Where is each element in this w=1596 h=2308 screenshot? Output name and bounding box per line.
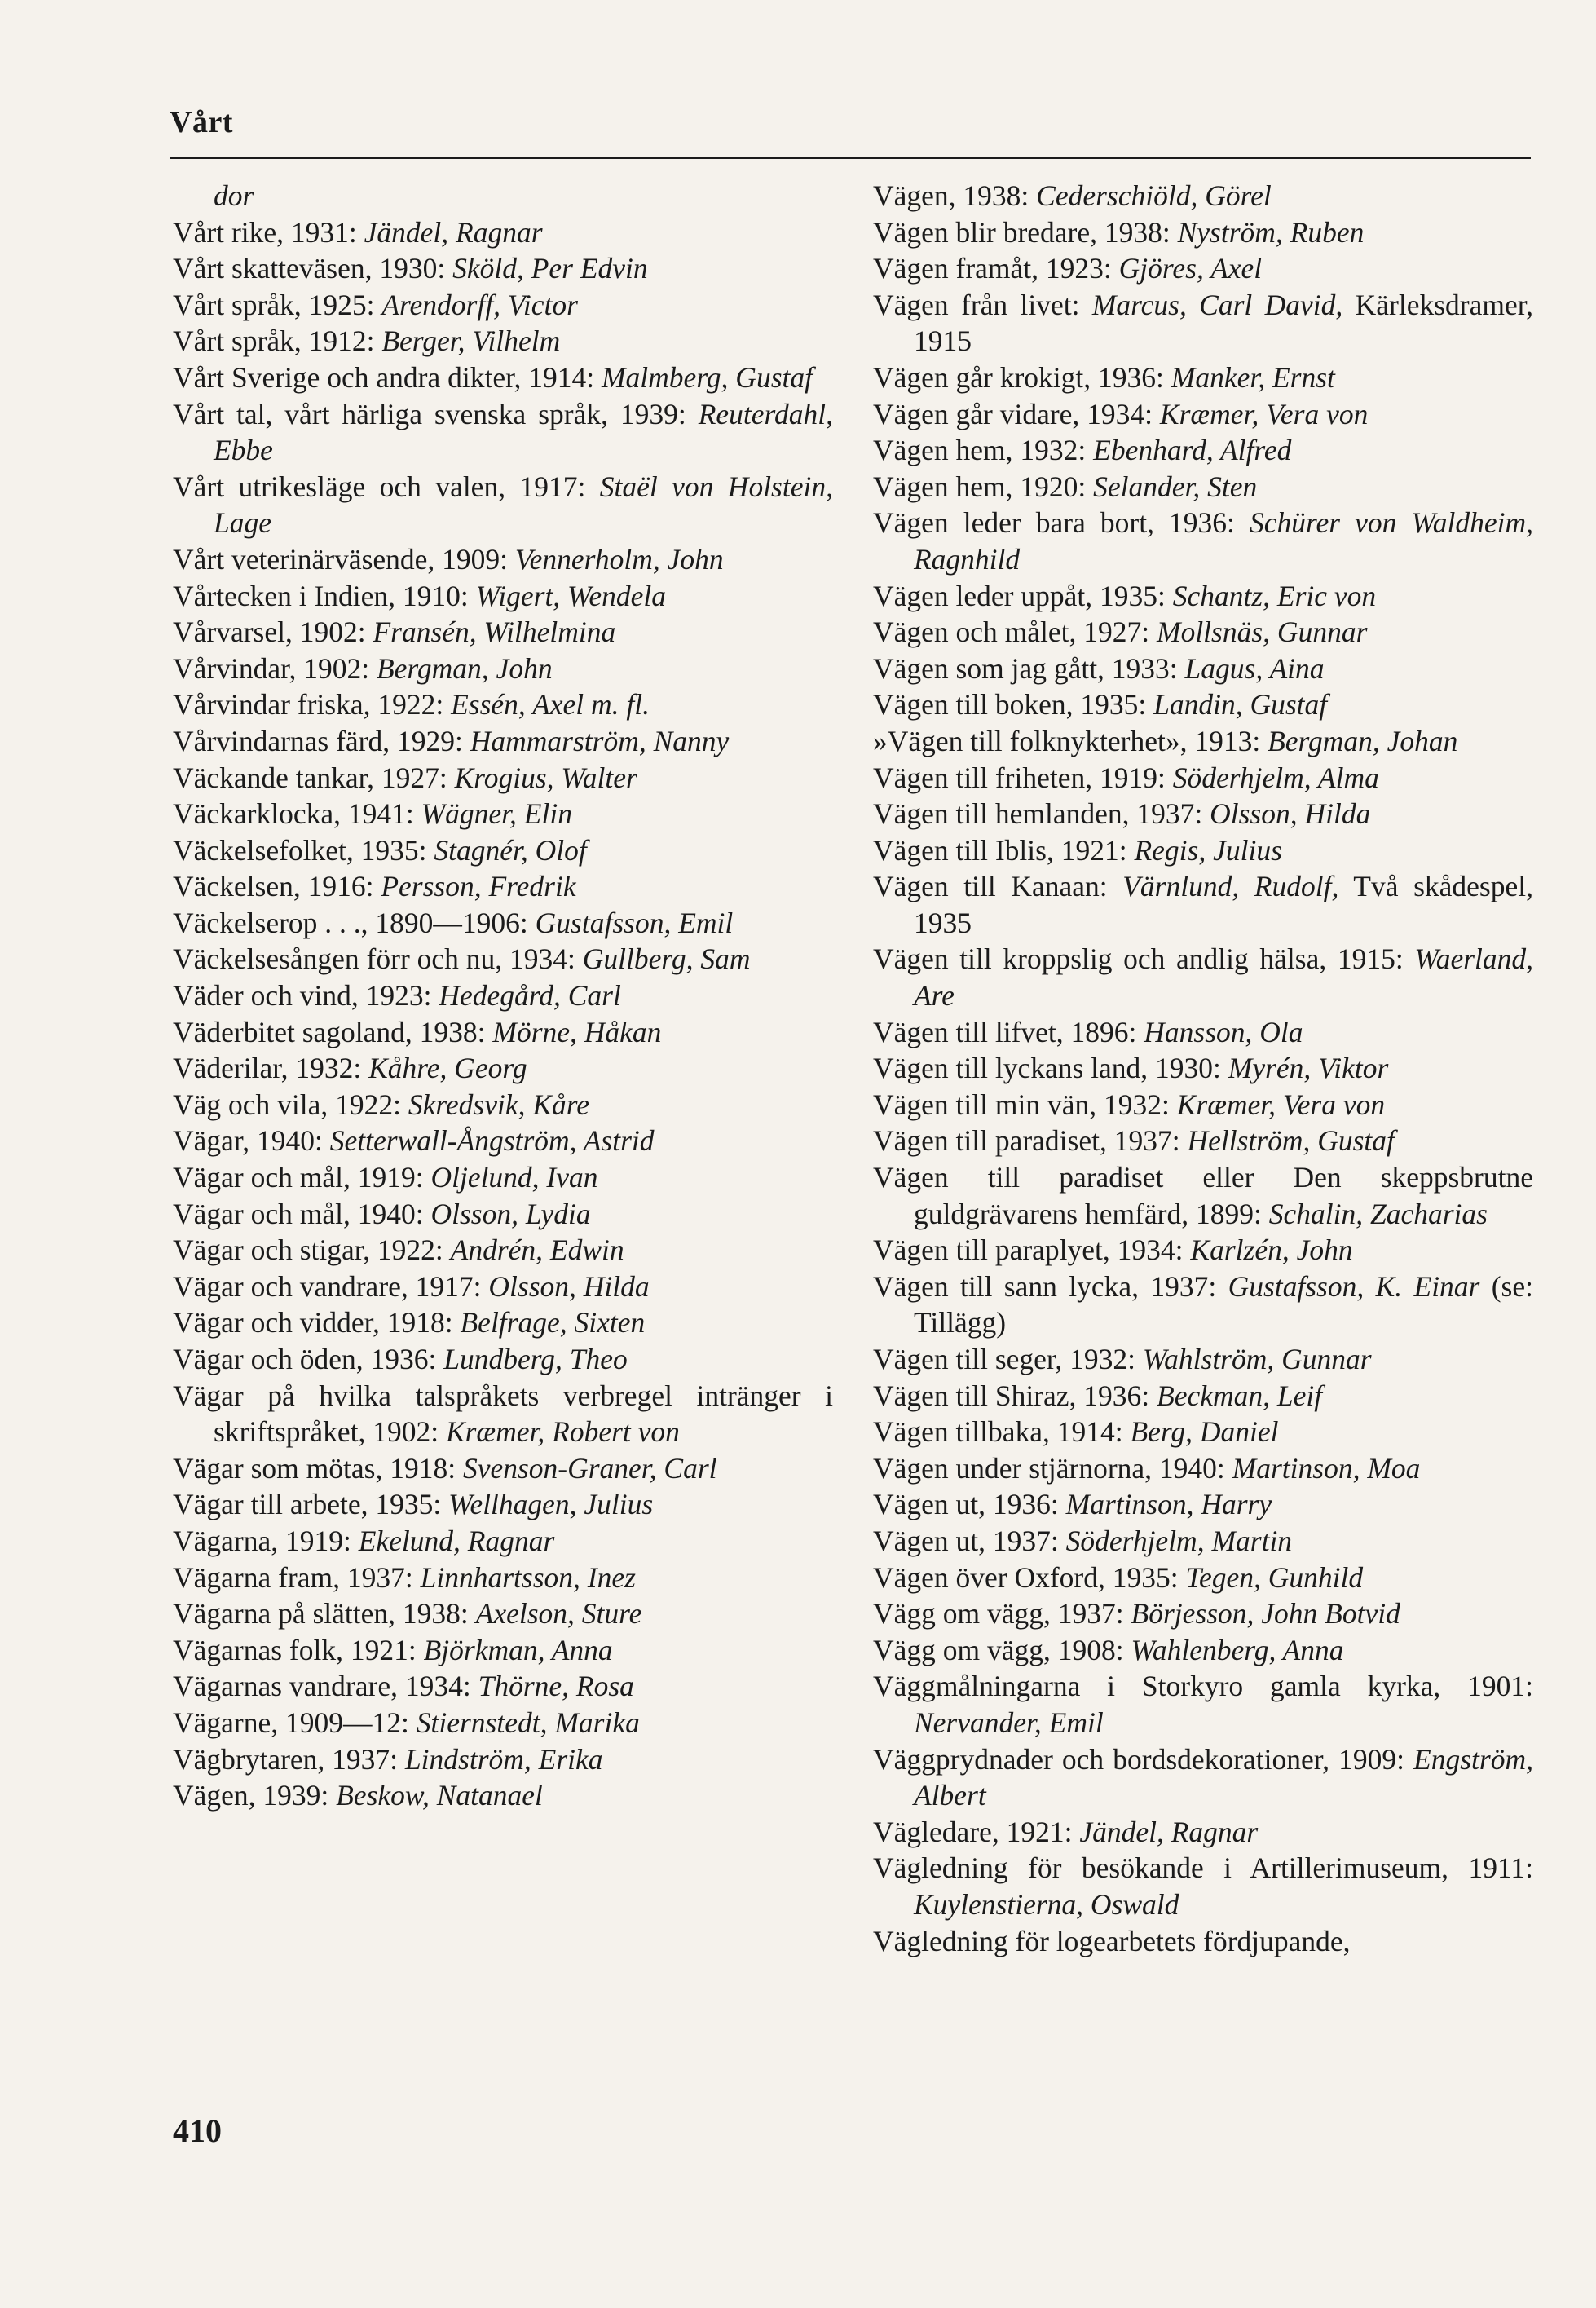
index-entry <box>873 1668 1533 1741</box>
entry-title: Vägar och vandrare, 1917: <box>173 1269 489 1303</box>
index-entry <box>873 796 1533 832</box>
index-entry <box>173 214 833 251</box>
index-entry <box>173 1304 833 1341</box>
entry-title: Vägen hem, 1932: <box>873 434 1094 467</box>
entry-title: Vägg om vägg, 1908: <box>873 1633 1131 1666</box>
entry-title: Vägarna på slätten, 1938: <box>173 1597 476 1631</box>
index-entry <box>173 360 833 396</box>
index-entry <box>873 214 1533 251</box>
entry-title: Vägen till friheten, 1919: <box>873 761 1173 794</box>
entry-title: Väderbitet sagoland, 1938: <box>173 1015 493 1048</box>
entry-author: Berger, Vilhelm <box>381 324 561 358</box>
index-entry <box>173 323 833 360</box>
entry-title: Vägen till Iblis, 1921: <box>873 833 1135 867</box>
entry-author: Wigert, Wendela <box>475 579 666 612</box>
entry-author: Essén, Axel m. fl. <box>451 688 650 722</box>
entry-title: Vårt språk, 1912: <box>173 324 382 358</box>
index-entry <box>173 1450 833 1487</box>
entry-author: Axelson, Sture <box>475 1597 642 1631</box>
entry-title: Vägen till kroppslig och andlig hälsa, 1915: <box>873 942 1415 976</box>
entry-title: Vägar som mötas, 1918: <box>173 1451 463 1485</box>
entry-author: Vennerholm, John <box>514 542 724 576</box>
entry-title: Vägen går vidare, 1934: <box>873 397 1160 430</box>
entry-title: Vårt rike, 1931: <box>173 215 364 249</box>
entry-title: Vägen och målet, 1927: <box>873 616 1157 649</box>
entry-author: Olsson, Hilda <box>488 1269 650 1303</box>
index-entry <box>173 1341 833 1378</box>
entry-title: Vägen går krokigt, 1936: <box>873 360 1171 394</box>
index-entry <box>173 1014 833 1051</box>
index-entry <box>873 1632 1533 1669</box>
index-entry <box>173 250 833 287</box>
entry-title: Vårt tal, vårt härliga svenska språk, 1939: <box>173 397 699 430</box>
index-entry <box>173 651 833 687</box>
index-entry <box>173 977 833 1014</box>
entry-title: Vårt språk, 1925: <box>173 288 382 321</box>
index-entry <box>173 1196 833 1233</box>
entry-title: Vägen under stjärnorna, 1940: <box>873 1451 1232 1485</box>
index-entry <box>873 360 1533 396</box>
entry-title: Väckelsefolket, 1935: <box>173 833 434 867</box>
entry-author: Olsson, Lydia <box>430 1197 591 1230</box>
index-entry <box>173 686 833 723</box>
entry-author: Svenson-Graner, Carl <box>462 1451 717 1485</box>
entry-author: Sköld, Per Edvin <box>452 252 648 285</box>
entry-author: Myrén, Viktor <box>1228 1052 1389 1085</box>
entry-title: Väggmålningarna i Storkyro gamla kyrka, 1901: <box>873 1670 1533 1703</box>
entry-author: Wahlenberg, Anna <box>1131 1633 1344 1666</box>
entry-title: Vägar och mål, 1940: <box>173 1197 431 1230</box>
entry-title: Vårvindar, 1902: <box>173 651 377 685</box>
entry-title: Vägen till sann lycka, 1937: <box>873 1269 1228 1303</box>
entry-title: Vägar, 1940: <box>173 1124 330 1158</box>
entry-author: Fransén, Wilhelmina <box>373 616 616 649</box>
entry-author: Olsson, Hilda <box>1210 797 1371 831</box>
index-entry <box>173 578 833 615</box>
entry-author: Wahlström, Gunnar <box>1142 1343 1372 1375</box>
entry-title: Vägarna fram, 1937: <box>173 1560 421 1594</box>
entry-author: Berg, Daniel <box>1130 1415 1279 1449</box>
entry-title: Vägar och öden, 1936: <box>173 1343 444 1375</box>
entry-author: Söderhjelm, Alma <box>1172 761 1379 794</box>
entry-author: Persson, Fredrik <box>381 870 576 903</box>
entry-author: Martinson, Moa <box>1232 1451 1421 1485</box>
entry-author: Waerland, Are <box>914 942 1533 1013</box>
entry-author: Jändel, Ragnar <box>1079 1815 1259 1848</box>
index-entry <box>173 1486 833 1523</box>
entry-title: Vägledning för besökande i Artillerimuseum, 1911: <box>873 1851 1533 1885</box>
header-rule <box>170 157 1531 159</box>
entry-author: dor <box>214 179 254 212</box>
entry-title: Vägar och vidder, 1918: <box>173 1306 461 1339</box>
entry-title: Vägledning för logearbetets fördjupande, <box>873 1924 1351 1957</box>
right-column <box>873 178 1533 1959</box>
entry-author: Nervander, Emil <box>914 1706 1104 1739</box>
entry-author: Lagus, Aina <box>1184 651 1325 685</box>
index-entry <box>873 396 1533 433</box>
index-entry <box>873 686 1533 723</box>
entry-author: Linnhartsson, Inez <box>420 1560 636 1594</box>
entry-author: Beckman, Leif <box>1157 1379 1323 1412</box>
entry-author: Söderhjelm, Martin <box>1065 1524 1293 1557</box>
entry-title: Vårt Sverige och andra dikter, 1914: <box>173 360 602 394</box>
index-entry <box>873 1341 1533 1378</box>
entry-author: Schürer von Waldheim, Ragnhild <box>914 506 1534 576</box>
entry-title: Vägen till seger, 1932: <box>873 1343 1143 1375</box>
entry-author: Setterwall-Ångström, Astrid <box>329 1124 655 1158</box>
index-entry <box>173 469 833 541</box>
index-entry <box>173 1087 833 1123</box>
entry-title: Vårtecken i Indien, 1910: <box>173 579 476 612</box>
entry-author: Staël von Holstein, Lage <box>214 470 833 540</box>
entry-author: Kræmer, Vera von <box>1159 397 1369 430</box>
entry-title: Vägar på hvilka talspråkets verbregel intränger i skriftspråket, 1902: <box>173 1379 833 1449</box>
entry-title: Vägen leder uppåt, 1935: <box>873 579 1173 612</box>
entry-title: Vägen som jag gått, 1933: <box>873 651 1185 685</box>
index-entry <box>873 1814 1533 1851</box>
entry-title: Vägen ut, 1936: <box>873 1488 1066 1521</box>
entry-author: Gustafsson, K. Einar <box>1228 1269 1480 1303</box>
index-entry <box>173 1595 833 1632</box>
index-entry <box>173 396 833 469</box>
entry-author: Thörne, Rosa <box>478 1670 634 1703</box>
index-entry <box>873 868 1533 941</box>
entry-title: Vägen, 1939: <box>173 1779 337 1812</box>
index-entry <box>873 578 1533 615</box>
entry-author: Gustafsson, Emil <box>535 906 734 939</box>
entry-author: Lundberg, Theo <box>443 1343 628 1375</box>
index-entry <box>173 868 833 905</box>
entry-title: Vägen till Kanaan: <box>873 870 1123 903</box>
entry-author: Björkman, Anna <box>423 1633 613 1666</box>
entry-author: Lindström, Erika <box>404 1742 603 1776</box>
entry-title: Vägarna, 1919: <box>173 1524 359 1557</box>
entry-author: Selander, Sten <box>1093 470 1258 503</box>
entry-note: Två skådespel, 1935 <box>914 870 1533 939</box>
entry-title: Vägar och stigar, 1922: <box>173 1233 451 1267</box>
entry-title: Vägen till boken, 1935: <box>873 688 1154 722</box>
index-entry <box>173 1741 833 1778</box>
entry-title: Väg och vila, 1922: <box>173 1088 408 1121</box>
index-entry <box>873 432 1533 469</box>
entry-title: Vägen till Shiraz, 1936: <box>873 1379 1157 1412</box>
entry-author: Krogius, Walter <box>454 761 637 794</box>
index-entry <box>873 1486 1533 1523</box>
index-entry <box>873 1741 1533 1814</box>
entry-author: Nyström, Ruben <box>1177 215 1365 249</box>
entry-author: Martinson, Harry <box>1065 1488 1272 1521</box>
entry-title: Vägen till hemlanden, 1937: <box>873 797 1210 831</box>
index-entry <box>173 541 833 578</box>
entry-author: Manker, Ernst <box>1171 360 1335 394</box>
entry-title: Väckelserop . . ., 1890—1906: <box>173 906 536 939</box>
entry-title: Vårt utrikesläge och valen, 1917: <box>173 470 600 503</box>
entry-author: Jändel, Ragnar <box>364 215 543 249</box>
entry-title: Vägen hem, 1920: <box>873 470 1094 503</box>
index-entry <box>173 905 833 942</box>
index-entry <box>173 1050 833 1087</box>
entry-title: Vägen över Oxford, 1935: <box>873 1560 1186 1594</box>
entry-author: Mollsnäs, Gunnar <box>1157 616 1368 649</box>
index-entry <box>873 723 1533 760</box>
index-entry <box>873 469 1533 505</box>
entry-title: Vägg om vägg, 1937: <box>873 1597 1131 1631</box>
entry-title: Väder och vind, 1923: <box>173 979 439 1013</box>
entry-title: Väckelsesången förr och nu, 1934: <box>173 942 583 976</box>
entry-author: Arendorff, Victor <box>381 288 578 321</box>
index-entry <box>873 1560 1533 1596</box>
entry-author: Schantz, Eric von <box>1172 579 1377 612</box>
index-entry <box>873 250 1533 287</box>
entry-author: Wellhagen, Julius <box>448 1488 654 1521</box>
index-entry <box>173 1560 833 1596</box>
entry-title: Vägen från livet: <box>873 288 1092 321</box>
entry-author: Regis, Julius <box>1134 833 1282 867</box>
index-entry <box>173 760 833 797</box>
entry-author: Belfrage, Sixten <box>460 1306 646 1339</box>
entry-author: Stagnér, Olof <box>434 833 587 867</box>
index-entry <box>873 1523 1533 1560</box>
index-entry <box>873 178 1533 214</box>
index-entry <box>873 1378 1533 1414</box>
index-entry <box>173 1705 833 1741</box>
entry-note: (se: Tillägg) <box>914 1269 1533 1339</box>
index-entry <box>173 723 833 760</box>
entry-title: Vägen blir bredare, 1938: <box>873 215 1178 249</box>
index-entry <box>873 1414 1533 1450</box>
entry-title: Vägen till paraplyet, 1934: <box>873 1233 1191 1267</box>
entry-author: Bergman, John <box>376 651 553 685</box>
index-entry <box>173 941 833 977</box>
entry-title: Vägledare, 1921: <box>873 1815 1080 1848</box>
index-entry <box>173 1159 833 1196</box>
index-entry <box>173 1269 833 1305</box>
index-entry <box>873 760 1533 797</box>
index-entry <box>873 505 1533 577</box>
entry-title: Vårvindar friska, 1922: <box>173 688 452 722</box>
entry-author: Kræmer, Vera von <box>1176 1088 1386 1121</box>
entry-title: Vägar till arbete, 1935: <box>173 1488 449 1521</box>
index-entry <box>873 1123 1533 1159</box>
entry-author: Bergman, Johan <box>1268 724 1458 757</box>
entry-author: Skredsvik, Kåre <box>408 1088 590 1121</box>
entry-author: Gjöres, Axel <box>1118 252 1263 285</box>
entry-title: Väckelsen, 1916: <box>173 870 381 903</box>
entry-title: Vägen till paradiset, 1937: <box>873 1124 1188 1158</box>
index-entry <box>173 832 833 869</box>
entry-title: Vägbrytaren, 1937: <box>173 1742 405 1776</box>
entry-title: Vägen framåt, 1923: <box>873 252 1119 285</box>
entry-author: Tegen, Gunhild <box>1185 1560 1364 1594</box>
index-entry <box>173 178 833 214</box>
left-column <box>173 178 833 1814</box>
entry-author: Börjesson, John Botvid <box>1131 1597 1400 1631</box>
index-entry <box>873 1850 1533 1922</box>
entry-title: Vårt veterinärväsende, 1909: <box>173 542 515 576</box>
entry-title: Vägarne, 1909—12: <box>173 1706 417 1739</box>
entry-title: Vägarnas vandrare, 1934: <box>173 1670 478 1703</box>
entry-author: Hedegård, Carl <box>439 979 621 1013</box>
entry-title: Vägen till paradiset eller Den skeppsbrutne guldgrävarens hemfärd, 1899: <box>873 1161 1533 1230</box>
entry-title: Vägarnas folk, 1921: <box>173 1633 424 1666</box>
entry-title: Väderilar, 1932: <box>173 1052 369 1085</box>
entry-author: Kåhre, Georg <box>368 1052 527 1085</box>
entry-author: Gullberg, Sam <box>582 942 751 976</box>
entry-author: Beskow, Natanael <box>336 1779 543 1812</box>
entry-title: Vägen tillbaka, 1914: <box>873 1415 1131 1449</box>
index-entry <box>873 614 1533 651</box>
entry-title: Vårvarsel, 1902: <box>173 616 373 649</box>
entry-author: Schalin, Zacharias <box>1268 1197 1488 1230</box>
entry-title: Vägen leder bara bort, 1936: <box>873 506 1250 540</box>
entry-author: Hellström, Gustaf <box>1187 1124 1395 1158</box>
entry-title: Vägen, 1938: <box>873 179 1037 212</box>
entry-author: Karlzén, John <box>1190 1233 1353 1267</box>
index-entry <box>873 287 1533 360</box>
entry-title: Vägen ut, 1937: <box>873 1524 1066 1557</box>
entry-author: Engström, Albert <box>914 1742 1533 1812</box>
entry-author: Wägner, Elin <box>421 797 572 831</box>
index-entry <box>873 1923 1533 1960</box>
entry-title: Väckande tankar, 1927: <box>173 761 455 794</box>
entry-author: Mörne, Håkan <box>492 1015 662 1048</box>
index-entry <box>173 796 833 832</box>
entry-title: Väggprydnader och bordsdekorationer, 1909: <box>873 1742 1414 1776</box>
index-entry <box>873 651 1533 687</box>
index-entry <box>173 1232 833 1269</box>
page-number: 410 <box>173 2112 222 2149</box>
entry-title: Väckarklocka, 1941: <box>173 797 421 831</box>
index-entry <box>873 1014 1533 1051</box>
entry-title: »Vägen till folknykterhet», 1913: <box>873 724 1268 757</box>
index-entry <box>873 1450 1533 1487</box>
index-entry <box>173 1777 833 1814</box>
entry-title: Vägar och mål, 1919: <box>173 1161 431 1194</box>
entry-author: Stiernstedt, Marika <box>416 1706 640 1739</box>
index-entry <box>173 614 833 651</box>
index-entry <box>873 1087 1533 1123</box>
entry-title: Vägen till lyckans land, 1930: <box>873 1052 1228 1085</box>
entry-author: Malmberg, Gustaf <box>601 360 813 394</box>
entry-author: Landin, Gustaf <box>1153 688 1328 722</box>
running-head: Vårt <box>170 105 233 139</box>
entry-title: Vårvindarnas färd, 1929: <box>173 724 470 757</box>
entry-author: Kuylenstierna, Oswald <box>914 1887 1179 1921</box>
entry-author: Kræmer, Robert von <box>445 1415 680 1449</box>
index-entry <box>173 1632 833 1669</box>
index-entry <box>173 1123 833 1159</box>
entry-author: Värnlund, Rudolf, <box>1122 870 1339 903</box>
entry-title: Vårt skatteväsen, 1930: <box>173 252 453 285</box>
entry-author: Ebenhard, Alfred <box>1093 434 1292 467</box>
entry-title: Vägen till lifvet, 1896: <box>873 1015 1144 1048</box>
index-entry <box>873 941 1533 1013</box>
entry-author: Marcus, Carl David, <box>1091 288 1343 321</box>
index-entry <box>873 1159 1533 1232</box>
entry-author: Andrén, Edwin <box>450 1233 624 1267</box>
index-entry <box>873 832 1533 869</box>
index-entry <box>173 287 833 324</box>
entry-author: Cederschiöld, Görel <box>1036 179 1272 212</box>
entry-author: Ekelund, Ragnar <box>358 1524 555 1557</box>
entry-note: Kärleksdramer, 1915 <box>914 288 1533 358</box>
entry-author: Hansson, Ola <box>1144 1015 1303 1048</box>
index-entry <box>873 1050 1533 1087</box>
entry-title: Vägen till min vän, 1932: <box>873 1088 1177 1121</box>
index-entry <box>173 1523 833 1560</box>
entry-author: Oljelund, Ivan <box>430 1161 598 1194</box>
index-entry <box>873 1595 1533 1632</box>
index-entry <box>873 1269 1533 1341</box>
entry-author: Hammarström, Nanny <box>470 724 730 757</box>
index-entry <box>173 1378 833 1450</box>
entry-author: Reuterdahl, Ebbe <box>214 397 833 467</box>
index-entry <box>873 1232 1533 1269</box>
index-entry <box>173 1668 833 1705</box>
